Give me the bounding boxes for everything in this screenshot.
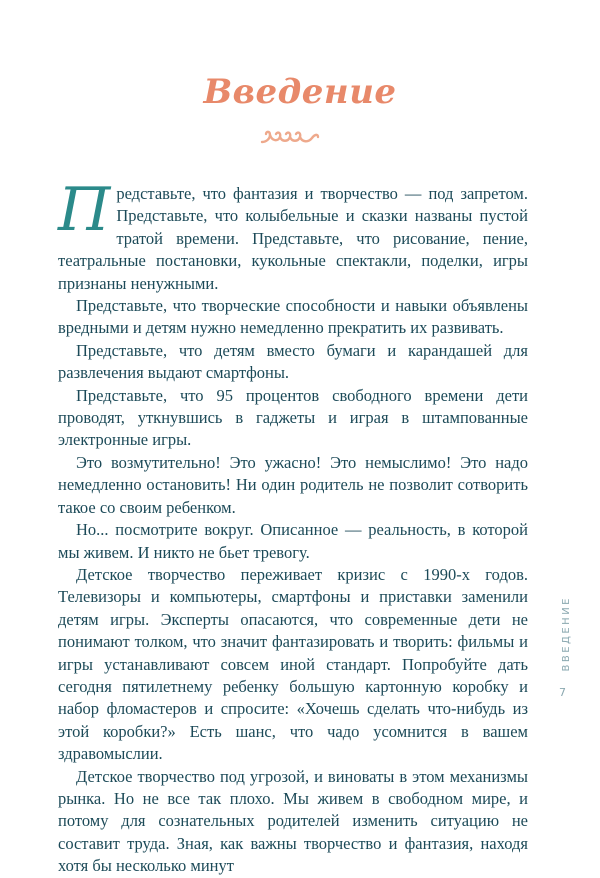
paragraph: Представьте, что творческие способности и навыки объявлены вредными и детям нужно немедленно прекратить их развивать. [58,296,528,338]
paragraph-text: редставьте, что фантазия и творчество — под запретом. Представьте, что колыбельные и сказки названы пустой тратой времени. Представьте, что рисование, пение, театральные постановки, кукольные спектакли, поделки, игры признаны ненужными. [58,184,528,293]
running-head: ВВЕДЕНИЕ [561,596,572,672]
chapter-title: Введение [203,72,397,112]
paragraph: Представьте, что детям вместо бумаги и карандашей для развлечения выдают смартфоны. [58,340,528,383]
paragraph: Детское творчество переживает кризис с 1990-х годов. Телевизоры и компьютеры, смартфоны и приставки заменили детям игры. Эксперты опасаются, что современные дети не понимают толком, что значит фантазировать и творить: фильмы и игры устанавливают совсем иной стандарт. Попробуйте дать сегодня пятилетнему ребенку большую картонную коробку и набор фломастеров и спросите: «Хочешь сделать что-нибудь из этой коробки?» Есть шанс, что чадо усомнится в вашем здравомыслии. [58,564,528,764]
paragraph: Представьте, что 95 процентов свободного времени дети проводят, уткнувшись в гаджеты и играя в штампованные электронные игры. [58,385,528,450]
paragraph: Но... посмотрите вокруг. Описанное — реальность, в которой мы живем. И никто не бьет тревогу. [58,520,528,562]
paragraph [58,175,528,295]
page-number: 7 [559,686,566,699]
body-text [58,175,528,878]
drop-cap: П [58,175,111,245]
swirl-ornament-icon [258,126,322,148]
paragraph: Детское творчество под угрозой, и виноваты в этом механизмы рынка. Но не все так плохо. Мы живем в свободном мире, и потому для сознательных родителей изменить ситуацию не составит труда. Зная, как важны творчество и фантазия, находя хотя бы несколько минут [58,766,528,876]
paragraph: Это возмутительно! Это ужасно! Это немыслимо! Это надо немедленно остановить! Ни один родитель не позволит сотворить такое со своим ребенком. [58,452,528,517]
